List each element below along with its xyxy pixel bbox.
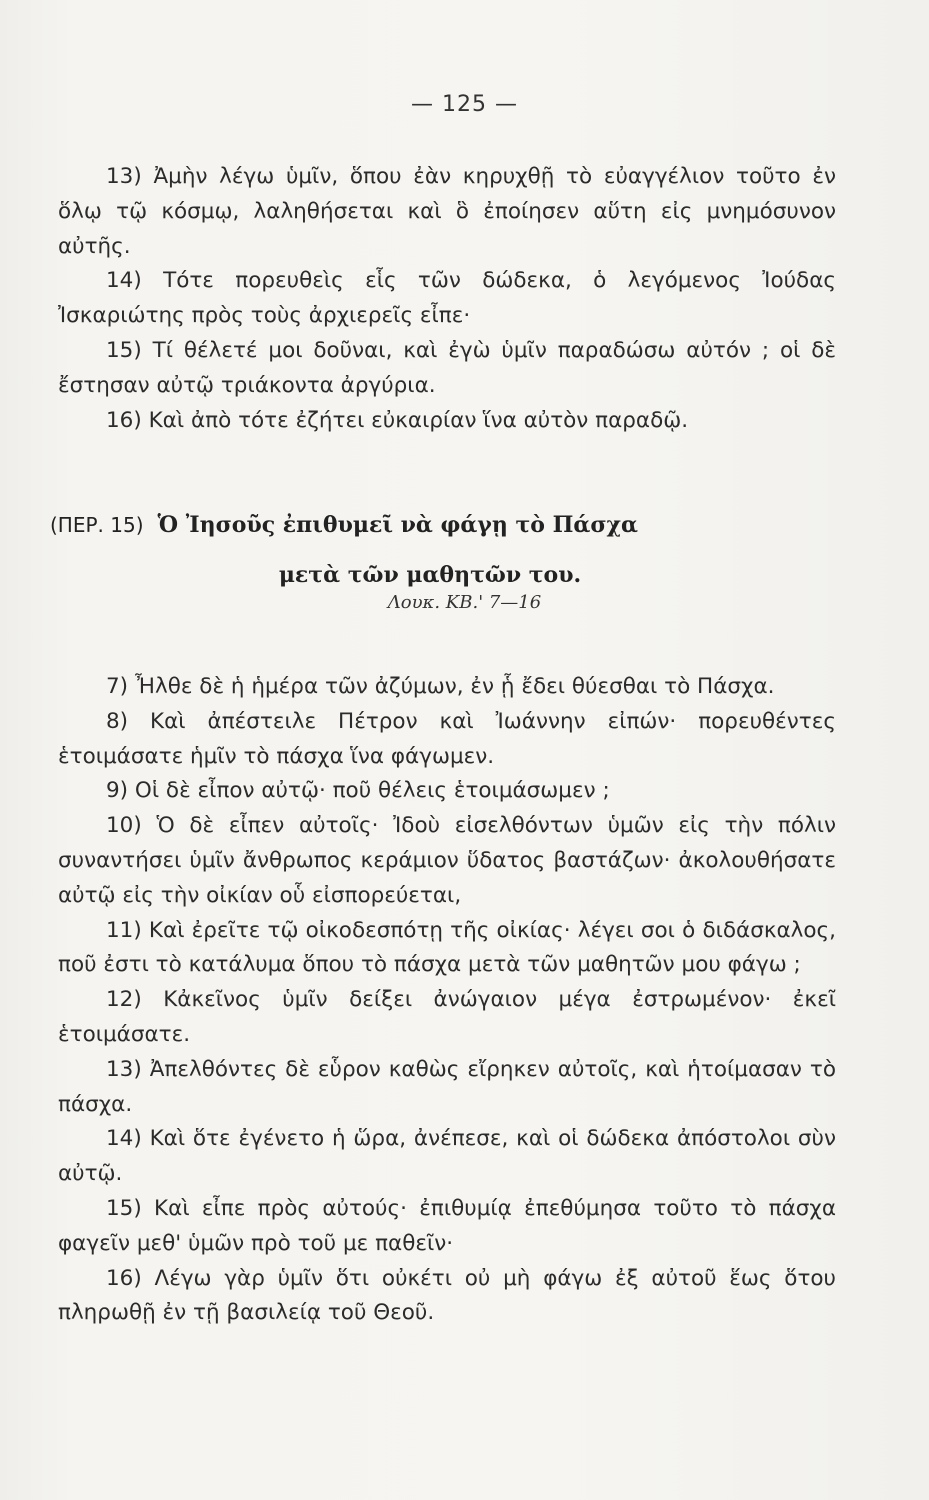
verse: 16) Λέγω γὰρ ὑμῖν ὅτι οὐκέτι οὐ μὴ φάγω ἐξ αὐτοῦ ἕως ὅτου πληρωθῇ ἐν τῇ βασιλείᾳ τοῦ Θεοῦ. <box>58 1265 836 1326</box>
verse: 15) Καὶ εἶπε πρὸς αὐτούς· ἐπιθυμίᾳ ἐπεθύμησα τοῦτο τὸ πάσχα φαγεῖν μεθ' ὑμῶν πρὸ τοῦ με παθεῖν· <box>58 1195 836 1256</box>
verse: 13) Ἀμὴν λέγω ὑμῖν, ὅπου ἐὰν κηρυχθῇ τὸ εὐαγγέλιον τοῦτο ἐν ὅλῳ τῷ κόσμῳ, λαληθήσεται καὶ ὃ ἐποίησεν αὕτη εἰς μνημόσυνον αὐτῆς. <box>58 164 836 259</box>
verse: 15) Τί θέλετέ μοι δοῦναι, καὶ ἐγὼ ὑμῖν παραδώσω αὐτόν ; οἱ δὲ ἔστησαν αὐτῷ τριάκοντα ἀργύρια. <box>58 337 836 398</box>
section-title-continued: μετὰ τῶν μαθητῶν του. <box>278 562 582 588</box>
verse: 9) Οἱ δὲ εἶπον αὐτῷ· ποῦ θέλεις ἑτοιμάσωμεν ; <box>106 778 610 804</box>
verse: 11) Καὶ ἐρεῖτε τῷ οἰκοδεσπότῃ τῆς οἰκίας· λέγει σοι ὁ διδάσκαλος, ποῦ ἐστι τὸ κατάλυμα ὅπου τὸ πάσχα μετὰ τῶν μαθητῶν μου φάγω ; <box>58 917 836 978</box>
section-heading-line1 <box>50 500 850 550</box>
verses-bottom <box>58 670 836 1331</box>
section-title: Ὁ Ἰησοῦς ἐπιθυμεῖ νὰ φάγῃ τὸ Πάσχα <box>157 512 638 538</box>
verse: 10) Ὁ δὲ εἶπεν αὐτοῖς· Ἰδοὺ εἰσελθόντων ὑμῶν εἰς τὴν πόλιν συναντήσει ὑμῖν ἄνθρωπος κεράμιον ὕδατος βαστάζων· ἀκολουθήσατε αὐτῷ εἰς τὴν οἰκίαν οὗ εἰσπορεύεται, <box>58 813 836 908</box>
verse: 12) Κἀκεῖνος ὑμῖν δείξει ἀνώγαιον μέγα ἐστρωμένον· ἐκεῖ ἑτοιμάσατε. <box>58 987 836 1047</box>
section-heading <box>50 500 850 600</box>
verse: 7) Ἦλθε δὲ ἡ ἡμέρα τῶν ἀζύμων, ἐν ᾗ ἔδει θύεσθαι τὸ Πάσχα. <box>106 674 775 699</box>
verse: 14) Τότε πορευθεὶς εἷς τῶν δώδεκα, ὁ λεγόμενος Ἰούδας Ἰσκαριώτης πρὸς τοὺς ἀρχιερεῖς εἶπε· <box>58 268 836 329</box>
scripture-citation: Λουκ. ΚΒ.' 7—16 <box>387 592 542 613</box>
verse: 14) Καὶ ὅτε ἐγένετο ἡ ὥρα, ἀνέπεσε, καὶ οἱ δώδεκα ἀπόστολοι σὺν αὐτῷ. <box>58 1126 836 1187</box>
page-number: — 125 — <box>411 92 518 117</box>
verses-top <box>58 160 836 438</box>
verse: 16) Καὶ ἀπὸ τότε ἐζήτει εὐκαιρίαν ἵνα αὐτὸν παραδῷ. <box>106 407 689 433</box>
verse: 13) Ἀπελθόντες δὲ εὗρον καθὼς εἴρηκεν αὐτοῖς, καὶ ἡτοίμασαν τὸ πάσχα. <box>58 1056 836 1117</box>
section-reference: (ΠΕΡ. 15) <box>50 513 144 537</box>
verse: 8) Καὶ ἀπέστειλε Πέτρον καὶ Ἰωάννην εἰπών· πορευθέντες ἑτοιμάσατε ἡμῖν τὸ πάσχα ἵνα φάγωμεν. <box>58 708 836 769</box>
